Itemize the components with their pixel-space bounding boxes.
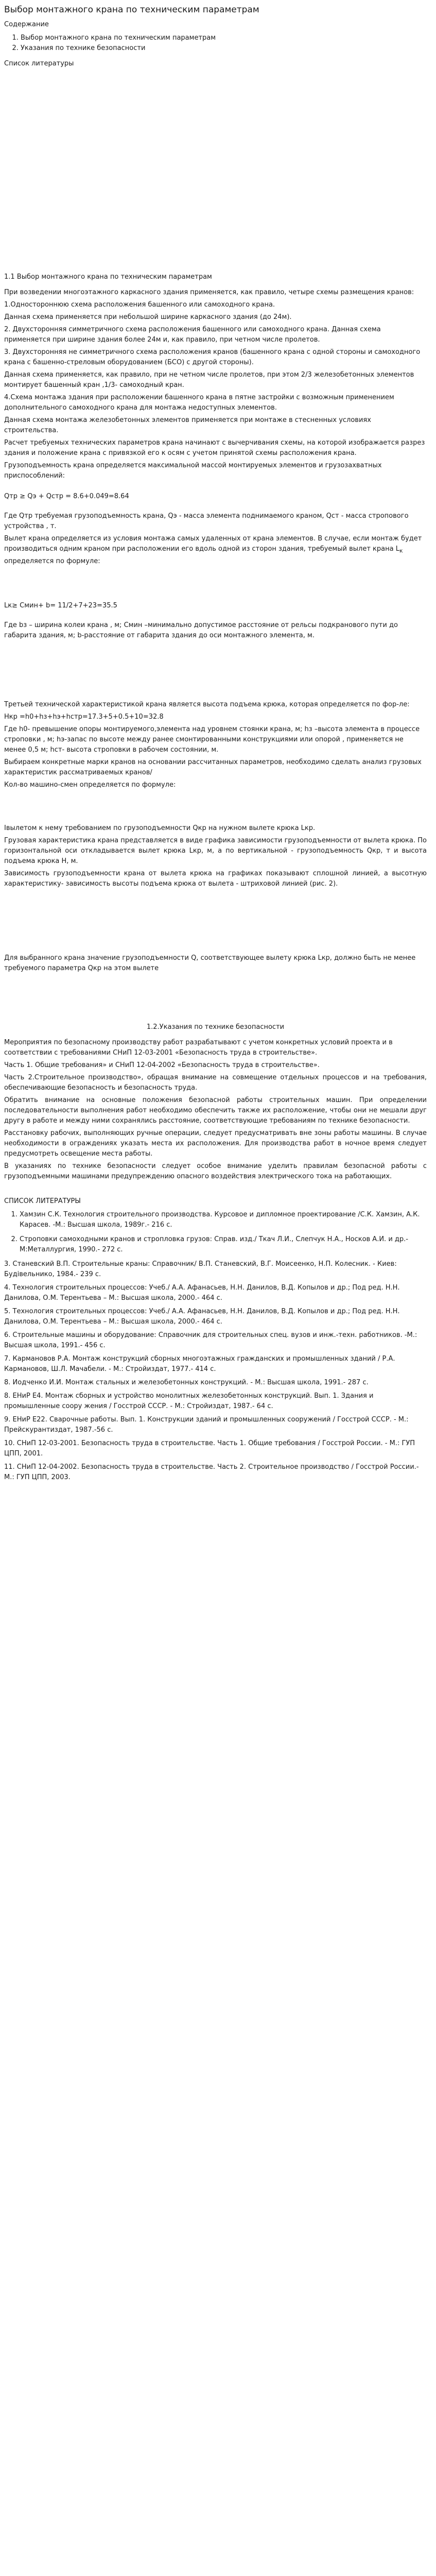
reference-item: 6. Строительные машины и оборудование: Справочник для строительных спец. вузов и инж.-техн. работников. -М.: Высшая школа, 1991.- 456 с. [4, 1331, 417, 1349]
formula-height: Нкр =h0+hз+hэ+hстр=17.3+5+0.5+10=32.8 [4, 713, 164, 721]
paragraph: Зависимость грузоподъемности крана от вылета крюка на графиках показывают сплошной линией, а высотную характеристику- зависимость высоты подъема крюка от вылета - штриховой линией (рис. 2). [4, 869, 427, 888]
spacer [4, 569, 427, 600]
text-run: определяется по формуле: [4, 557, 100, 565]
paragraph: Расстановку рабочих, выполняющих ручные операции, следует предусматривать вне зоны работы машины. В случае необходимости в ограждениях указать места их расположения. Для производства работ в ночное время следует предусмотреть освещение места работы. [4, 1129, 427, 1158]
blank-space [4, 72, 427, 272]
paragraph: В указаниях по технике безопасности следует особое внимание уделить правилам безопасной работы с грузоподъемными машинами предупреждению опасного воздействия электрического тока на работающих. [4, 1162, 427, 1180]
reference-item: 8. Иодченко И.И. Монтаж стальных и железобетонных конструкций. - М.: Высшая школа, 1991.- 287 с. [4, 1378, 369, 1386]
paragraph: Третьей технической характеристикой крана является высота подъема крюка, которая определяется по фор-ле: [4, 700, 410, 708]
formula-capacity: Qтр ≥ Qэ + Qстр = 8.6+0.049=8.64 [4, 493, 129, 500]
document-title: Выбор монтажного крана по техническим параметрам [4, 5, 259, 15]
paragraph: Расчет требуемых технических параметров крана начинают с вычерчивания схемы, на которой изображается разрез здания и положение крана с привязкой его к осям с учетом принятой схемы расположения крана. [4, 439, 425, 457]
paragraph: Iвылетом к нему требованием по грузоподъемности Qкр на нужном вылете крюка Lкр. [4, 824, 316, 832]
spacer [4, 1184, 427, 1196]
reference-item: 11. СНиП 12-04-2002. Безопасность труда в строительстве. Часть 2. Строительное производство / Госстрой России.- М.: ГУП ЦПП, 2003. [4, 1463, 419, 1481]
formula-reach: Lк≥ Смин+ b= 11/2+7+23=35.5 [4, 601, 117, 609]
spacer [4, 483, 427, 490]
paragraph: Где h0- превышение опоры монтируемого,элемента над уровнем стоянки крана, м; hз –высота элемента в процессе строповки , м; hэ-запас по высоте между ранее смонтированными конструкциями или опорой , применяется не менее 0,5 м; hст- высота строповки в рабочем состоянии, м. [4, 725, 420, 754]
text-run: Вылет крана определяется из условия монтажа самых удаленных от крана элементов. В случае, если монтаж будет производиться одним краном при расположении его вдоль одной из сторон здания, требуемый вылет крана L [4, 535, 422, 553]
section-title: 1.2.Указания по технике безопасности [146, 1023, 285, 1031]
spacer [4, 891, 427, 953]
references-list-continued [4, 1259, 427, 1483]
spacer [4, 643, 427, 700]
reference-item: 5. Технология строительных процессов: Учеб./ А.А. Афанасьев, Н.Н. Данилов, В.Д. Копылов и др.; Под ред. Н.Н. Данилова, О.М. Терентьева – М.: Высшая школа, 2000.- 464 с. [4, 1307, 400, 1326]
paragraph: Часть 2.Строительное производство», обращая внимание на совмещение отдельных процессов и на требования, обеспечивающие безопасность и безопасность труда. [4, 1073, 427, 1092]
references-title: СПИСОК ЛИТЕРАТУРЫ [4, 1197, 81, 1205]
paragraph: Обратить внимание на основные положения безопасной работы строительных машин. При определении последовательности выполнения работ необходимо обеспечить также их расположение, чтобы они не мешали друг другу в работе и между ними сохранялись расстояние, соответствующие требованиям по технике безопасности. [4, 1096, 427, 1125]
paragraph: Мероприятия по безопасному производству работ разрабатывают с учетом конкретных условий проекта и в соответствии с требованиями СНиП 12-03-2001 «Безопасность труда в строительстве». [4, 1038, 393, 1057]
subscript: к [399, 547, 403, 554]
toc-item[interactable]: 1. Выбор монтажного крана по техническим параметрам [21, 33, 427, 43]
paragraph: Данная схема применяется при небольшой ширине каркасного здания (до 24м). [4, 313, 292, 321]
paragraph: Где bз – ширина колеи крана , м; Смин –минимально допустимое расстояние от рельсы подкранового пути до габарита здания, м; b-расстояние от габарита здания до оси монтажного элемента, м. [4, 621, 398, 639]
paragraph: Выбираем конкретные марки кранов на основании рассчитанных параметров, необходимо сделать анализ грузовых характеристик рассматриваемых кранов/ [4, 758, 422, 776]
paragraph: Грузовая характеристика крана представляется в виде графика зависимости грузоподъемности от вылета крюка. По горизонтальной оси откладывается вылет крюка Lкр, м, а по вертикальной - грузоподъемность Qкр, т и высота подъема крюка Н, м. [4, 836, 427, 865]
paragraph: Данная схема монтажа железобетонных элементов применяется при монтаже в стесненных условиях строительства. [4, 416, 371, 434]
reference-item: 7. Кармановов Р.А. Монтаж конструкций сборных многоэтажных гражданских и промышленных зданий / Р.А. Кармановов, Ш.Л. Мачабели. - М.: Стройиздат, 1977.- 414 с. [4, 1354, 395, 1373]
table-of-contents [4, 33, 427, 54]
paragraph: Где Qтр требуемая грузоподъемность крана, Qэ - масса элемента поднимаемого краном, Qст - масса стропового устройства , т. [4, 512, 409, 530]
references-list [4, 1210, 427, 1255]
paragraph: 4.Схема монтажа здания при расположении башенного крана в пятне застройки с возможным применением дополнительного самоходного крана для монтажа недоступных элементов. [4, 394, 394, 412]
reference-item: 2. Строповки самоходными кранов и стропловка грузов: Справ. изд./ Ткач Л.И., Слепчук Н.А., Носков А.И. и др.- М:Металлургия, 1990.- 272 с. [20, 1234, 427, 1255]
reference-item: 10. СНиП 12-03-2001. Безопасность труда в строительстве. Часть 1. Общие требования / Госстрой России. - М.: ГУП ЦПП, 2001. [4, 1439, 415, 1458]
toc-literature[interactable]: Список литературы [4, 60, 74, 67]
paragraph: 2. Двухсторонняя симметричного схема расположения башенного или самоходного крана. Данная схема применяется при ширине здания более 24м и, как правило, при четном числе пролетов. [4, 326, 381, 344]
toc-label: Содержание [4, 21, 49, 28]
reference-item: 3. Станевский В.П. Строительные краны: Справочник/ В.П. Станевский, В.Г. Моисеенко, Н.П. Колесник. - Киев: Будiвельнико, 1984.- 239 с. [4, 1260, 397, 1278]
paragraph [4, 534, 427, 567]
spacer [4, 613, 427, 620]
spacer [4, 792, 427, 823]
spacer [4, 976, 427, 1022]
paragraph: Часть 1. Общие требования» и СНиП 12-04-2002 «Безопасность труда в строительстве». [4, 1061, 320, 1069]
paragraph: Грузоподъемность крана определяется максимальной массой монтируемых элементов и грузозахватных приспособлений: [4, 462, 382, 480]
paragraph: При возведении многоэтажного каркасного здания применяется, как правило, четыре схемы размещения кранов: [4, 289, 414, 296]
paragraph: 1.Одностороннюю схема расположения башенного или самоходного крана. [4, 301, 275, 309]
reference-item: 1. Хамзин С.К. Технология строительного производства. Курсовое и дипломное проектирование /С.К. Хамзин, А.К. Карасев. -М.: Высшая школа, 1989г.- 216 с. [20, 1210, 427, 1230]
toc-item[interactable]: 2. Указания по технике безопасности [21, 43, 427, 54]
paragraph: Кол-во машино-смен определяется по формуле: [4, 781, 176, 789]
paragraph: Для выбранного крана значение грузоподъемности Q, соответствующее вылету крюка Lкр, должно быть не менее требуемого параметра Qкр на этом вылете [4, 954, 416, 972]
reference-item: 8. ЕНиР Е4. Монтаж сборных и устройство монолитных железобетонных конструкций. Вып. 1. Здания и промышленные соору жения / Госстрой СССР. - М.: Стройиздат, 1987.- 64 с. [4, 1392, 374, 1410]
reference-item: 4. Технология строительных процессов: Учеб./ А.А. Афанасьев, Н.Н. Данилов, В.Д. Копылов и др.; Под ред. Н.Н. Данилова, О.М. Терентьева – М.: Высшая школа, 2000.- 464 с. [4, 1283, 400, 1302]
reference-item: 9. ЕНиР Е22. Сварочные работы. Вып. 1. Конструкции зданий и промышленных сооружений / Госстрой СССР. - М.: Прейскурантиздат, 1987.-56 с. [4, 1415, 409, 1434]
spacer [4, 504, 427, 511]
paragraph: Данная схема применяется, как правило, при не четном числе пролетов, при этом 2/3 железобетонных элементов монтирует башенный кран ,1/3- самоходный кран. [4, 371, 414, 389]
section-title: 1.1 Выбор монтажного крана по техническим параметрам [4, 273, 212, 281]
paragraph: 3. Двухсторонняя не симметричного схема расположения кранов (башенного крана с одной стороны и самоходного крана с башенно-стреловым оборудованием (БСО) с другой стороны). [4, 348, 421, 366]
